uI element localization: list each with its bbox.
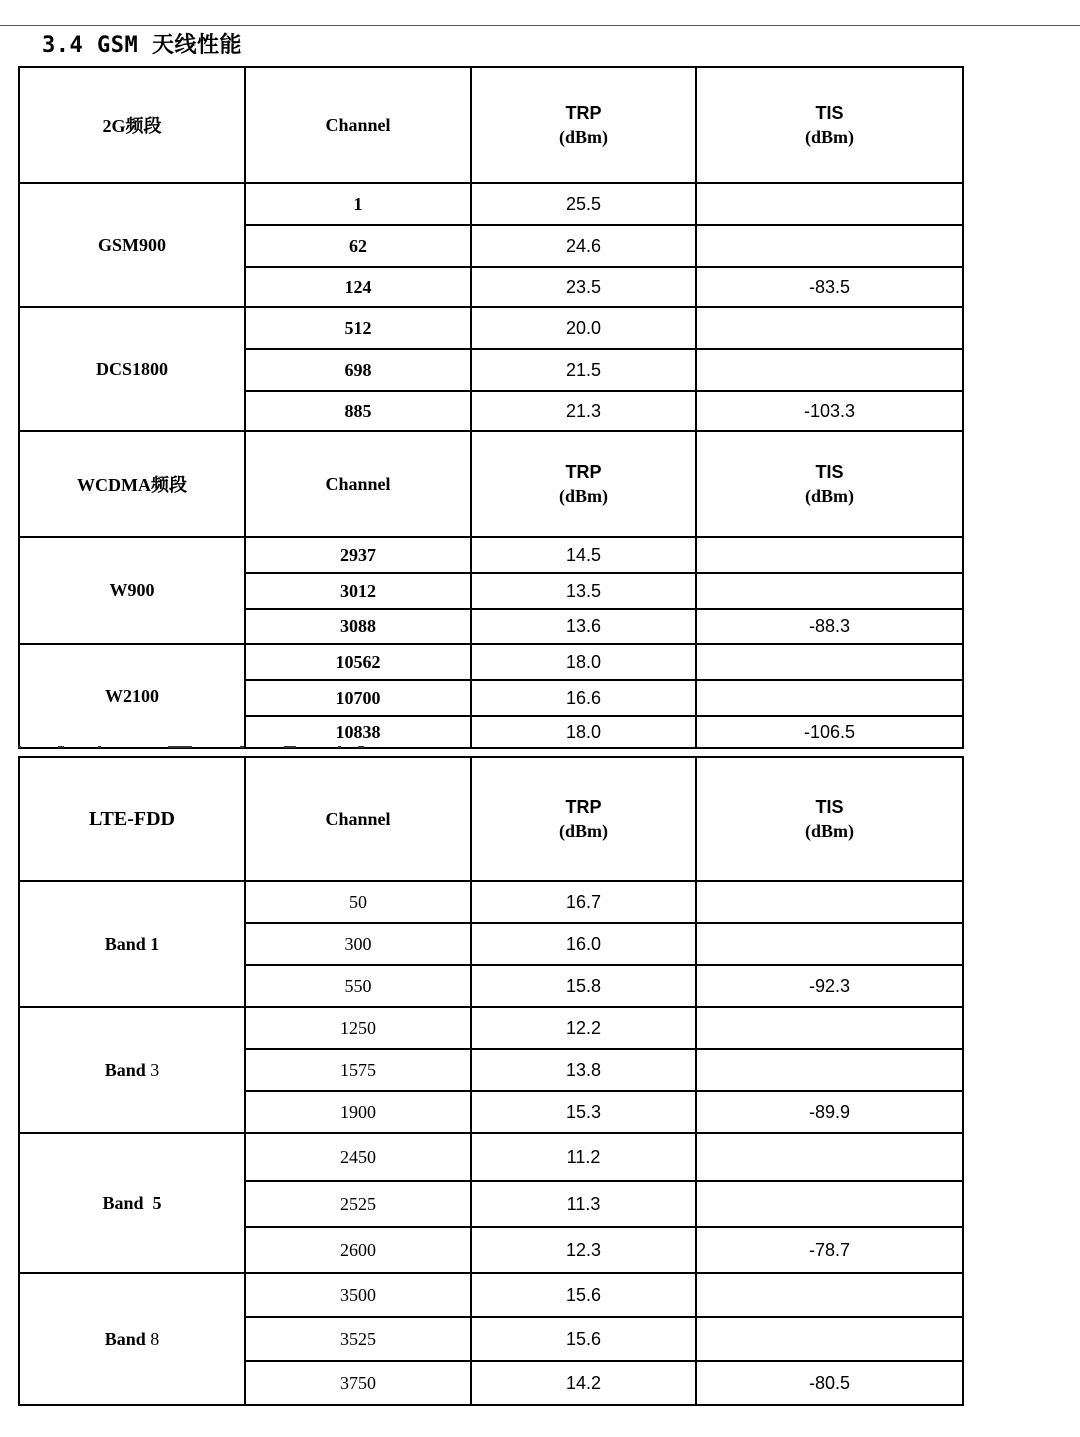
tis-cell <box>696 644 963 680</box>
channel-cell: 885 <box>245 391 471 431</box>
header-channel: Channel <box>245 757 471 881</box>
tis-cell: -92.3 <box>696 965 963 1007</box>
trp-label: TRP <box>565 103 602 123</box>
header-band: LTE-FDD <box>19 757 245 881</box>
channel-cell: 3012 <box>245 573 471 609</box>
channel-cell: 698 <box>245 349 471 391</box>
channel-cell: 300 <box>245 923 471 965</box>
trp-cell: 11.3 <box>471 1181 696 1227</box>
channel-cell: 50 <box>245 881 471 923</box>
channel-cell: 10700 <box>245 680 471 716</box>
trp-cell: 12.3 <box>471 1227 696 1273</box>
top-rule <box>0 25 1080 26</box>
table-row <box>19 307 963 349</box>
trp-label: TRP <box>565 797 602 817</box>
table-header-row <box>19 757 963 881</box>
trp-unit: (dBm) <box>559 821 608 841</box>
header-channel: Channel <box>245 67 471 183</box>
tis-label: TIS <box>815 462 844 482</box>
table-row <box>19 1273 963 1317</box>
trp-cell: 21.5 <box>471 349 696 391</box>
artifact-mark <box>98 746 101 748</box>
channel-cell: 512 <box>245 307 471 349</box>
trp-cell: 11.2 <box>471 1133 696 1181</box>
trp-cell: 18.0 <box>471 716 696 748</box>
trp-cell: 13.5 <box>471 573 696 609</box>
header-tis <box>696 757 963 881</box>
trp-cell: 20.0 <box>471 307 696 349</box>
trp-cell: 21.3 <box>471 391 696 431</box>
trp-cell: 14.5 <box>471 537 696 573</box>
channel-cell: 10562 <box>245 644 471 680</box>
trp-cell: 13.8 <box>471 1049 696 1091</box>
trp-cell: 16.0 <box>471 923 696 965</box>
band-word: Band <box>102 1192 144 1213</box>
tis-cell <box>696 1181 963 1227</box>
header-tis <box>696 431 963 537</box>
tis-cell <box>696 881 963 923</box>
channel-cell: 10838 <box>245 716 471 748</box>
table-row <box>19 1133 963 1181</box>
channel-cell: 3750 <box>245 1361 471 1405</box>
channel-cell: 2937 <box>245 537 471 573</box>
band-number: 5 <box>152 1192 162 1213</box>
tis-cell <box>696 225 963 267</box>
tis-cell: -88.3 <box>696 609 963 644</box>
table-row <box>19 537 963 573</box>
tis-cell: -78.7 <box>696 1227 963 1273</box>
tis-cell <box>696 573 963 609</box>
trp-label: TRP <box>565 462 602 482</box>
trp-unit: (dBm) <box>559 127 608 147</box>
header-band: WCDMA频段 <box>19 431 245 537</box>
tis-unit: (dBm) <box>805 127 854 147</box>
band-cell: W900 <box>19 537 245 644</box>
tis-cell <box>696 307 963 349</box>
antenna-table-lte-fdd <box>18 756 964 1406</box>
header-trp <box>471 67 696 183</box>
trp-cell: 16.6 <box>471 680 696 716</box>
tis-unit: (dBm) <box>805 486 854 506</box>
tis-cell <box>696 537 963 573</box>
channel-cell: 1900 <box>245 1091 471 1133</box>
table-row <box>19 644 963 680</box>
artifact-mark <box>18 746 21 748</box>
channel-cell: 3500 <box>245 1273 471 1317</box>
band-number: 8 <box>150 1328 160 1349</box>
trp-cell: 25.5 <box>471 183 696 225</box>
tis-label: TIS <box>815 797 844 817</box>
artifact-mark <box>168 746 192 748</box>
trp-cell: 16.7 <box>471 881 696 923</box>
tis-label: TIS <box>815 103 844 123</box>
channel-cell: 3088 <box>245 609 471 644</box>
header-band: 2G频段 <box>19 67 245 183</box>
table-header-row <box>19 67 963 183</box>
band-cell <box>19 1007 245 1133</box>
band-cell: W2100 <box>19 644 245 748</box>
trp-cell: 15.6 <box>471 1273 696 1317</box>
tis-cell: -89.9 <box>696 1091 963 1133</box>
channel-cell: 2450 <box>245 1133 471 1181</box>
trp-cell: 24.6 <box>471 225 696 267</box>
band-cell: DCS1800 <box>19 307 245 431</box>
tis-cell <box>696 1133 963 1181</box>
artifact-mark <box>240 746 244 748</box>
band-cell: GSM900 <box>19 183 245 307</box>
tis-cell <box>696 1049 963 1091</box>
table-row <box>19 881 963 923</box>
trp-cell: 15.8 <box>471 965 696 1007</box>
header-channel: Channel <box>245 431 471 537</box>
band-word: Band <box>104 1059 146 1080</box>
tis-cell <box>696 923 963 965</box>
band-cell <box>19 881 245 1007</box>
tis-cell <box>696 680 963 716</box>
tis-cell <box>696 349 963 391</box>
tis-cell <box>696 1007 963 1049</box>
band-number: 3 <box>150 1059 160 1080</box>
trp-cell: 23.5 <box>471 267 696 307</box>
tis-cell: -80.5 <box>696 1361 963 1405</box>
channel-cell: 1250 <box>245 1007 471 1049</box>
header-trp <box>471 431 696 537</box>
artifact-mark <box>338 746 341 748</box>
band-word: Band <box>104 1328 146 1349</box>
tis-cell: -83.5 <box>696 267 963 307</box>
artifact-mark <box>284 746 296 748</box>
trp-cell: 15.6 <box>471 1317 696 1361</box>
trp-cell: 18.0 <box>471 644 696 680</box>
table-row <box>19 1007 963 1049</box>
channel-cell: 3525 <box>245 1317 471 1361</box>
channel-cell: 124 <box>245 267 471 307</box>
table-subheader-row <box>19 431 963 537</box>
tis-unit: (dBm) <box>805 821 854 841</box>
page-break-artifact <box>18 742 398 752</box>
header-trp <box>471 757 696 881</box>
section-title: 3.4 GSM 天线性能 <box>42 33 242 58</box>
trp-unit: (dBm) <box>559 486 608 506</box>
table-row <box>19 183 963 225</box>
tis-cell: -103.3 <box>696 391 963 431</box>
channel-cell: 1 <box>245 183 471 225</box>
channel-cell: 2525 <box>245 1181 471 1227</box>
tis-cell: -106.5 <box>696 716 963 748</box>
tis-cell <box>696 1317 963 1361</box>
channel-cell: 62 <box>245 225 471 267</box>
antenna-table-2g-wcdma <box>18 66 964 749</box>
trp-cell: 12.2 <box>471 1007 696 1049</box>
trp-cell: 13.6 <box>471 609 696 644</box>
band-cell <box>19 1273 245 1405</box>
header-tis <box>696 67 963 183</box>
tis-cell <box>696 183 963 225</box>
channel-cell: 2600 <box>245 1227 471 1273</box>
artifact-mark <box>358 746 364 748</box>
trp-cell: 15.3 <box>471 1091 696 1133</box>
channel-cell: 1575 <box>245 1049 471 1091</box>
trp-cell: 14.2 <box>471 1361 696 1405</box>
artifact-mark <box>58 746 64 748</box>
band-cell <box>19 1133 245 1273</box>
channel-cell: 550 <box>245 965 471 1007</box>
band-word: Band <box>104 933 146 954</box>
band-number: 1 <box>150 933 160 954</box>
tis-cell <box>696 1273 963 1317</box>
